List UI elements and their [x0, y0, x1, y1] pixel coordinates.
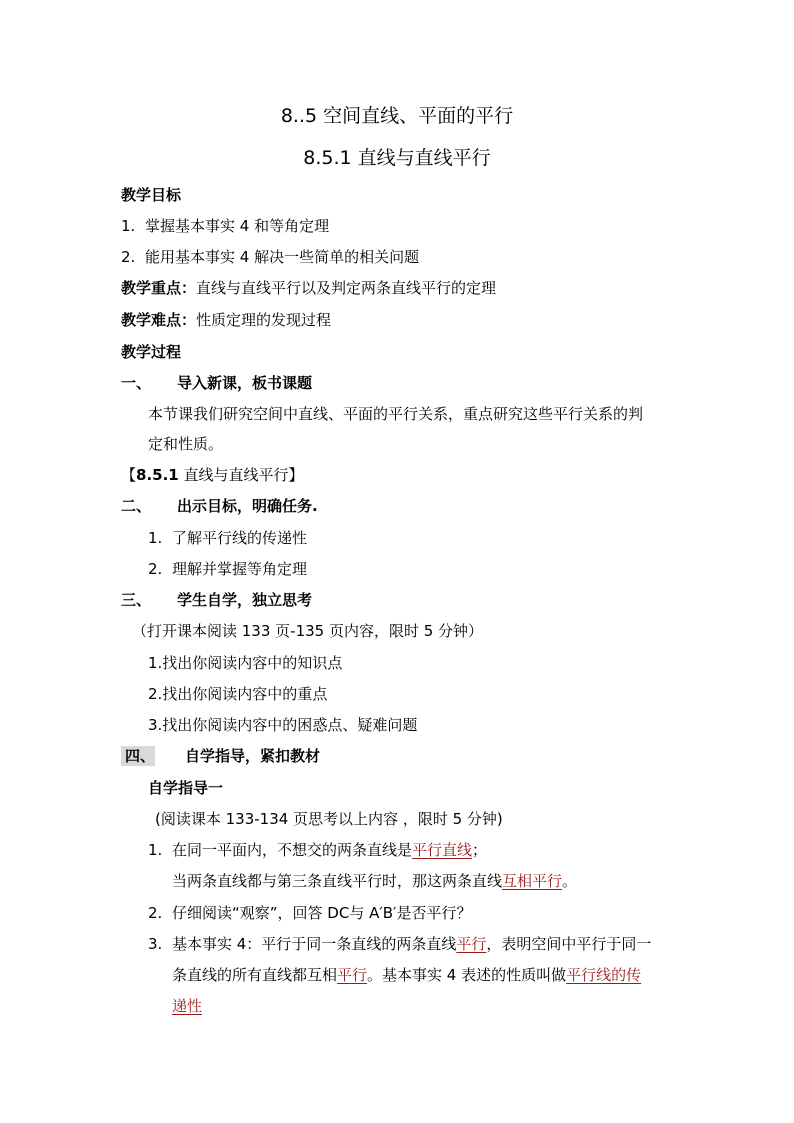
- section-number: 二、: [121, 497, 152, 515]
- guide-item-2: 2. 仔细阅读“观察”，回答 DC与 A′B′是否平行？: [148, 904, 472, 922]
- list-item: 1.找出你阅读内容中的知识点: [148, 654, 343, 672]
- section-title: 学生自学，独立思考: [177, 591, 313, 609]
- difficulty: [121, 310, 331, 330]
- goal-item: [121, 216, 329, 236]
- difficulty-text: 性质定理的发现过程: [196, 311, 332, 329]
- document-subtitle: 8.5.1 直线与直线平行: [303, 147, 491, 169]
- answer-blank: 平行线的传: [566, 966, 642, 984]
- guide-item-3: 3. 基本事实 4：平行于同一条直线的两条直线平行，表明空间中平行于同一: [148, 935, 652, 953]
- section-2-heading: [121, 496, 318, 516]
- section-4-heading: [121, 746, 320, 766]
- document-title: 8..5 空间直线、平面的平行: [280, 105, 514, 127]
- bracket-title: 【8.5.1 直线与直线平行】: [121, 466, 304, 484]
- key-point: [121, 278, 496, 298]
- section-number-highlighted: 四、: [121, 746, 155, 766]
- goal-text: 掌握基本事实 4 和等角定理: [145, 217, 330, 235]
- list-item: 1. 了解平行线的传递性: [148, 529, 308, 547]
- answer-blank: 递性: [172, 997, 203, 1015]
- section-1-heading: [121, 373, 312, 393]
- section-1-paragraph-line: 定和性质。: [148, 435, 224, 453]
- answer-blank: 平行: [337, 966, 368, 984]
- goal-text: 能用基本事实 4 解决一些简单的相关问题: [145, 248, 420, 266]
- section-title: 出示目标，明确任务.: [177, 497, 318, 515]
- goals-heading: 教学目标: [121, 186, 182, 204]
- guide-item-3-line-3: [172, 996, 202, 1016]
- key-point-text: 直线与直线平行以及判定两条直线平行的定理: [196, 279, 497, 297]
- section-number: 一、: [121, 374, 152, 392]
- key-point-label: 教学重点：: [121, 279, 197, 297]
- section-1-paragraph-line: 本节课我们研究空间中直线、平面的平行关系，重点研究这些平行关系的判: [148, 405, 644, 423]
- answer-blank: 互相平行: [502, 872, 563, 890]
- section-number: 三、: [121, 591, 152, 609]
- answer-blank: 平行直线: [412, 841, 473, 859]
- section-title: 导入新课，板书课题: [177, 374, 313, 392]
- guide-item-3-line-2: 条直线的所有直线都互相平行。基本事实 4 表述的性质叫做平行线的传: [172, 966, 642, 984]
- guide-note: (阅读课本 133-134 页思考以上内容 ，限时 5 分钟): [155, 810, 503, 828]
- goal-item: [121, 247, 419, 267]
- difficulty-label: 教学难点：: [121, 311, 197, 329]
- section-3-note: （打开课本阅读 133 页-135 页内容，限时 5 分钟）: [132, 622, 484, 640]
- goal-number: 2.: [121, 248, 136, 266]
- list-item: 2.找出你阅读内容中的重点: [148, 685, 328, 703]
- guide-title: 自学指导一: [148, 779, 224, 797]
- list-item: 2. 理解并掌握等角定理: [148, 560, 308, 578]
- section-title: 自学指导，紧扣教材: [185, 747, 321, 765]
- guide-item-1: 1. 在同一平面内，不想交的两条直线是平行直线；: [148, 841, 488, 859]
- answer-blank: 平行: [456, 935, 487, 953]
- guide-item-1-line-2: 当两条直线都与第三条直线平行时，那这两条直线互相平行。: [172, 872, 578, 890]
- process-heading: 教学过程: [121, 343, 182, 361]
- list-item: 3.找出你阅读内容中的困惑点、疑难问题: [148, 716, 418, 734]
- section-3-heading: [121, 590, 312, 610]
- goal-number: 1.: [121, 217, 136, 235]
